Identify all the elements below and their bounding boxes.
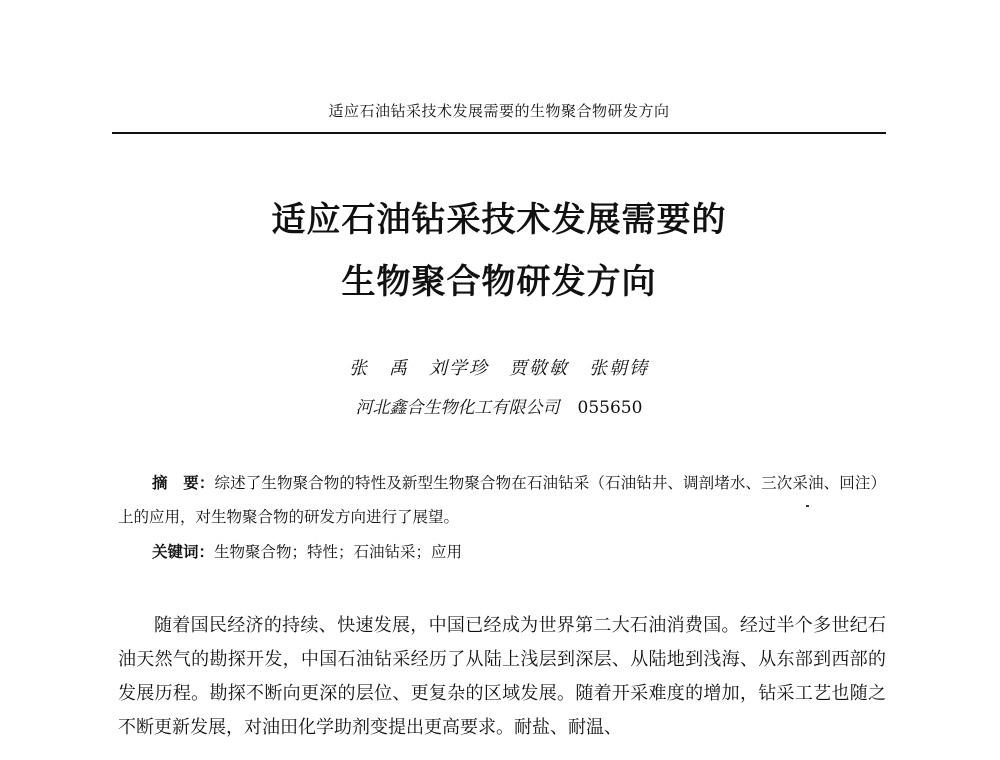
- keywords-label: 关键词：: [152, 542, 215, 561]
- body-paragraph: 随着国民经济的持续、快速发展，中国已经成为世界第二大石油消费国。经过半个多世纪石油天然气的勘探开发，中国石油钻采经历了从陆上浅层到深层、从陆地到浅海、从东部到西部的发展历程。勘探不断向更深的层位、更复杂的区域发展。随着开采难度的增加，钻采工艺也随之不断更新发展，对油田化学助剂变提出更高要求。耐盐、耐温、: [118, 615, 886, 738]
- running-header: 适应石油钻采技术发展需要的生物聚合物研发方向: [328, 102, 670, 120]
- title-line-2: 生物聚合物研发方向: [341, 262, 657, 302]
- title-line-1: 适应石油钻采技术发展需要的: [271, 200, 727, 240]
- affiliation: [112, 395, 886, 421]
- header-rule: [112, 132, 886, 134]
- abstract: [118, 466, 886, 534]
- affiliation-postcode: 055650: [577, 398, 643, 418]
- authors: 张 禹 刘学珍 贾敬敏 张朝铸: [349, 358, 649, 379]
- keywords: [152, 539, 886, 565]
- affiliation-name: 河北鑫合生物化工有限公司: [355, 398, 560, 418]
- scan-speck: [806, 505, 809, 507]
- abstract-text: 综述了生物聚合物的特性及新型生物聚合物在石油钻采（石油钻井、调剖堵水、三次采油、回注）上的应用，对生物聚合物的研发方向进行了展望。: [118, 474, 886, 526]
- keywords-text: 生物聚合物；特性；石油钻采；应用: [214, 543, 463, 561]
- abstract-label: 摘 要：: [152, 473, 215, 492]
